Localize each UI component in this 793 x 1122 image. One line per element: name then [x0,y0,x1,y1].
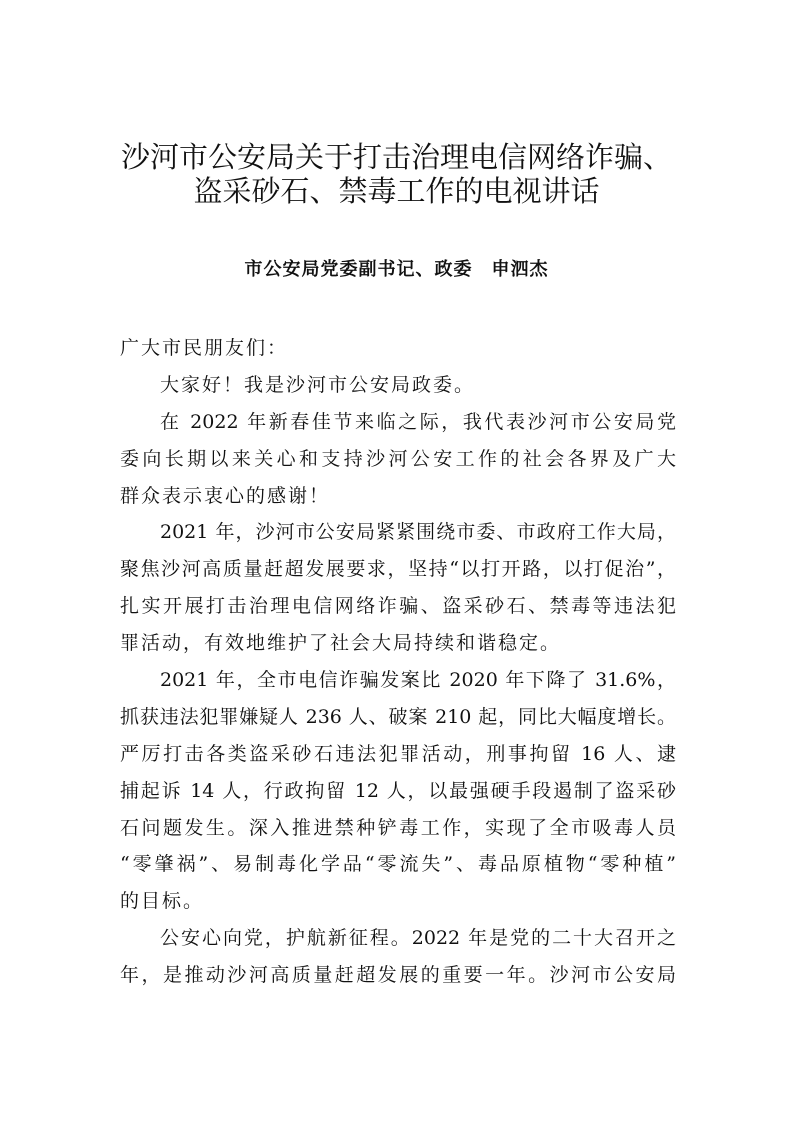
text-line: 聚焦沙河高质量赶超发展要求，坚持“以打开路，以打促治”， [120,558,676,581]
author-line: 市公安局党委副书记、政委 申泗杰 [244,259,549,280]
document-body [120,330,676,994]
text-line: 捕起诉 14 人，行政拘留 12 人，以最强硬手段遏制了盗采砂 [120,779,676,802]
text-line: 2021 年，全市电信诈骗发案比 2020 年下降了 31.6%， [160,669,676,692]
text-line: 大家好！我是沙河市公安局政委。 [160,373,476,396]
text-line: 抓获违法犯罪嫌疑人 236 人、破案 210 起，同比大幅度增长。 [120,705,676,728]
text-line: 罪活动，有效地维护了社会大局持续和谐稳定。 [120,632,562,655]
text-line: 年，是推动沙河高质量赶超发展的重要一年。沙河市公安局 [120,964,676,987]
text-line: 委向长期以来关心和支持沙河公安工作的社会各界及广大 [120,447,676,470]
document-title-line-2: 盗采砂石、禁毒工作的电视讲话 [193,174,600,208]
salutation: 广大市民朋友们： [120,337,289,359]
document-title-line-1: 沙河市公安局关于打击治理电信网络诈骗、 [120,140,672,174]
text-line: 2021 年，沙河市公安局紧紧围绕市委、市政府工作大局， [160,521,676,544]
text-line: 扎实开展打击治理电信网络诈骗、盗采砂石、禁毒等违法犯 [120,595,676,618]
text-line: 严厉打击各类盗采砂石违法犯罪活动，刑事拘留 16 人、逮 [120,742,676,765]
text-line: 在 2022 年新春佳节来临之际，我代表沙河市公安局党 [160,410,676,433]
text-line: 的目标。 [120,890,205,913]
text-line: 石问题发生。深入推进禁种铲毒工作，实现了全市吸毒人员 [120,816,676,839]
text-line: “零肇祸”、易制毒化学品“零流失”、毒品原植物“零种植” [120,853,676,876]
text-line: 公安心向党，护航新征程。2022 年是党的二十大召开之 [160,927,676,950]
text-line: 群众表示衷心的感谢！ [120,484,331,507]
